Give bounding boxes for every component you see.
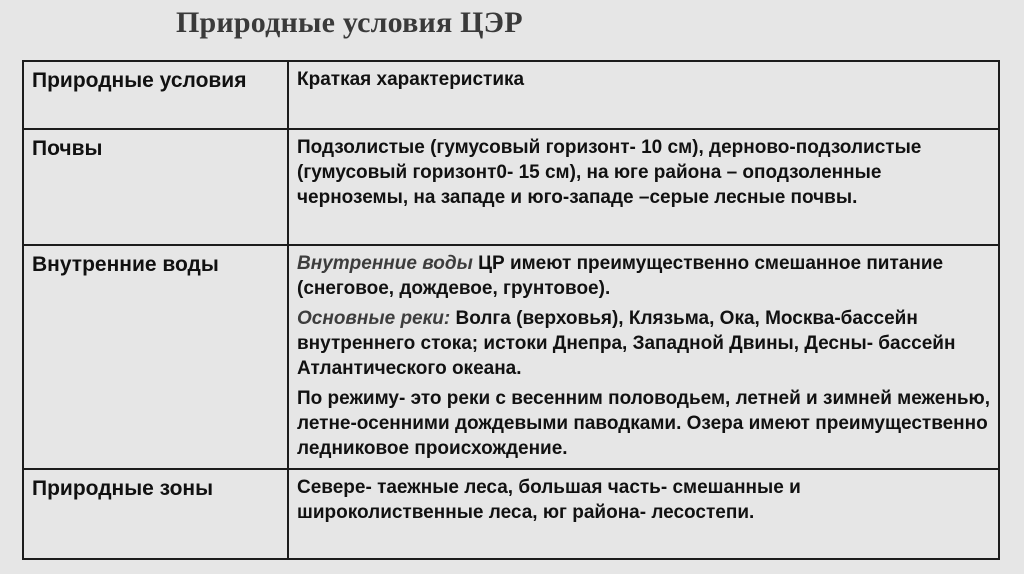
row-text-soils: Подзолистые (гумусовый горизонт- 10 см), дерново-подзолистые (гумусовый горизонт0- 15 см), на юге района – оподзоленные черноземы, на западе и юго-западе –серые лесные почвы. <box>288 129 999 245</box>
row-label-inland-waters: Внутренние воды <box>23 245 288 469</box>
table-row-inland-waters <box>23 245 999 469</box>
row-label-natural-zones: Природные зоны <box>23 469 288 559</box>
table-row-natural-zones <box>23 469 999 559</box>
text-main-rivers: Волга (верховья), Клязьма, Ока, Москва-бассейн внутреннего стока; истоки Днепра, Западной Двины, Десны- бассейн Атлантического океана. <box>297 308 956 379</box>
header-cell-description: Краткая характеристика <box>288 61 999 129</box>
slide-title: Природные условия ЦЭР <box>176 6 523 39</box>
table-header-row <box>23 61 999 129</box>
row-text-natural-zones: Севере- таежные леса, большая часть- смешанные и широколиственные леса, юг района- лесостепи. <box>288 469 999 559</box>
row-text-inland-waters <box>288 245 999 469</box>
text-feeding: ЦР имеют преимущественно смешанное питание (снеговое, дождевое, грунтовое). <box>297 253 944 299</box>
header-cell-conditions: Природные условия <box>23 61 288 129</box>
natural-conditions-table <box>22 60 1000 560</box>
paragraph-main-rivers <box>297 306 990 381</box>
term-inland-waters: Внутренние воды <box>297 253 473 274</box>
paragraph-regime: По режиму- это реки с весенним половодьем, летней и зимней меженью, летне-осенними дождевыми паводками. Озера имеют преимущественно ледниковое происхождение. <box>297 388 990 459</box>
term-main-rivers: Основные реки: <box>297 308 451 329</box>
row-label-soils: Почвы <box>23 129 288 245</box>
table-row-soils <box>23 129 999 245</box>
paragraph-feeding <box>297 251 990 301</box>
